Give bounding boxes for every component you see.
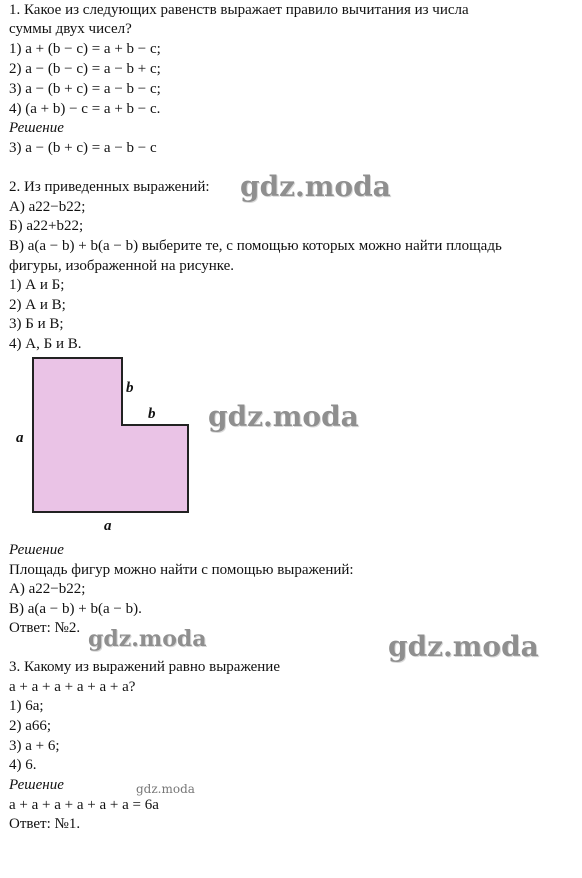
task2-option-3: 3) Б и В; — [9, 316, 64, 332]
task1-answer: 3) a − (b + c) = a − b − c — [9, 140, 157, 156]
task1-question-line2: суммы двух чисел? — [9, 21, 132, 37]
task1-question-line1: 1. Какое из следующих равенств выражает правило вычитания из числа — [9, 2, 469, 18]
task2-solution-line2: А) a22−b22; — [9, 581, 86, 597]
figure-label-notch-horizontal: b — [148, 406, 156, 422]
task2-expr-v-line2: фигуры, изображенной на рисунке. — [9, 258, 235, 274]
task2-solution-label: Решение — [9, 542, 64, 558]
task1-option-1: 1) a + (b − c) = a + b − c; — [9, 41, 161, 57]
figure-label-left: a — [16, 430, 24, 446]
figure-shape — [33, 358, 188, 512]
watermark: gdz.moda — [88, 626, 207, 652]
watermark-small: gdz.moda — [136, 782, 195, 796]
task1-option-2: 2) a − (b − c) = a − b + c; — [9, 61, 161, 77]
task3-option-4: 4) 6. — [9, 757, 37, 773]
task2-solution-line3: В) a(a − b) + b(a − b). — [9, 601, 142, 617]
figure-label-notch-vertical: b — [126, 380, 134, 396]
task3-solution-line: a + a + a + a + a + a = 6a — [9, 797, 159, 813]
figure-label-bottom: a — [104, 518, 112, 534]
task2-question-line1: 2. Из приведенных выражений: — [9, 179, 210, 195]
task3-option-1: 1) 6a; — [9, 698, 44, 714]
l-shape-figure — [8, 352, 208, 537]
task3-question-line2: a + a + a + a + a + a? — [9, 679, 136, 695]
watermark: gdz.moda — [388, 630, 539, 663]
task3-option-2: 2) a66; — [9, 718, 52, 734]
task3-answer: Ответ: №1. — [9, 816, 81, 832]
task1-solution-label: Решение — [9, 120, 64, 136]
task2-expr-v-line1: В) a(a − b) + b(a − b) выберите те, с помощью которых можно найти площадь — [9, 238, 502, 254]
task2-solution-line1: Площадь фигур можно найти с помощью выражений: — [9, 562, 354, 578]
task3-solution-label: Решение — [9, 777, 64, 793]
task1-option-4: 4) (a + b) − c = a + b − c. — [9, 101, 161, 117]
task2-expr-a: А) a22−b22; — [9, 199, 86, 215]
task2-option-4: 4) А, Б и В. — [9, 336, 82, 352]
task3-option-3: 3) a + 6; — [9, 738, 60, 754]
task2-answer: Ответ: №2. — [9, 620, 81, 636]
task2-option-1: 1) А и Б; — [9, 277, 65, 293]
task1-option-3: 3) a − (b + c) = a − b − c; — [9, 81, 161, 97]
task2-option-2: 2) А и В; — [9, 297, 66, 313]
task3-question-line1: 3. Какому из выражений равно выражение — [9, 659, 280, 675]
watermark: gdz.moda — [240, 170, 391, 203]
watermark: gdz.moda — [208, 400, 359, 433]
task2-expr-b: Б) a22+b22; — [9, 218, 84, 234]
